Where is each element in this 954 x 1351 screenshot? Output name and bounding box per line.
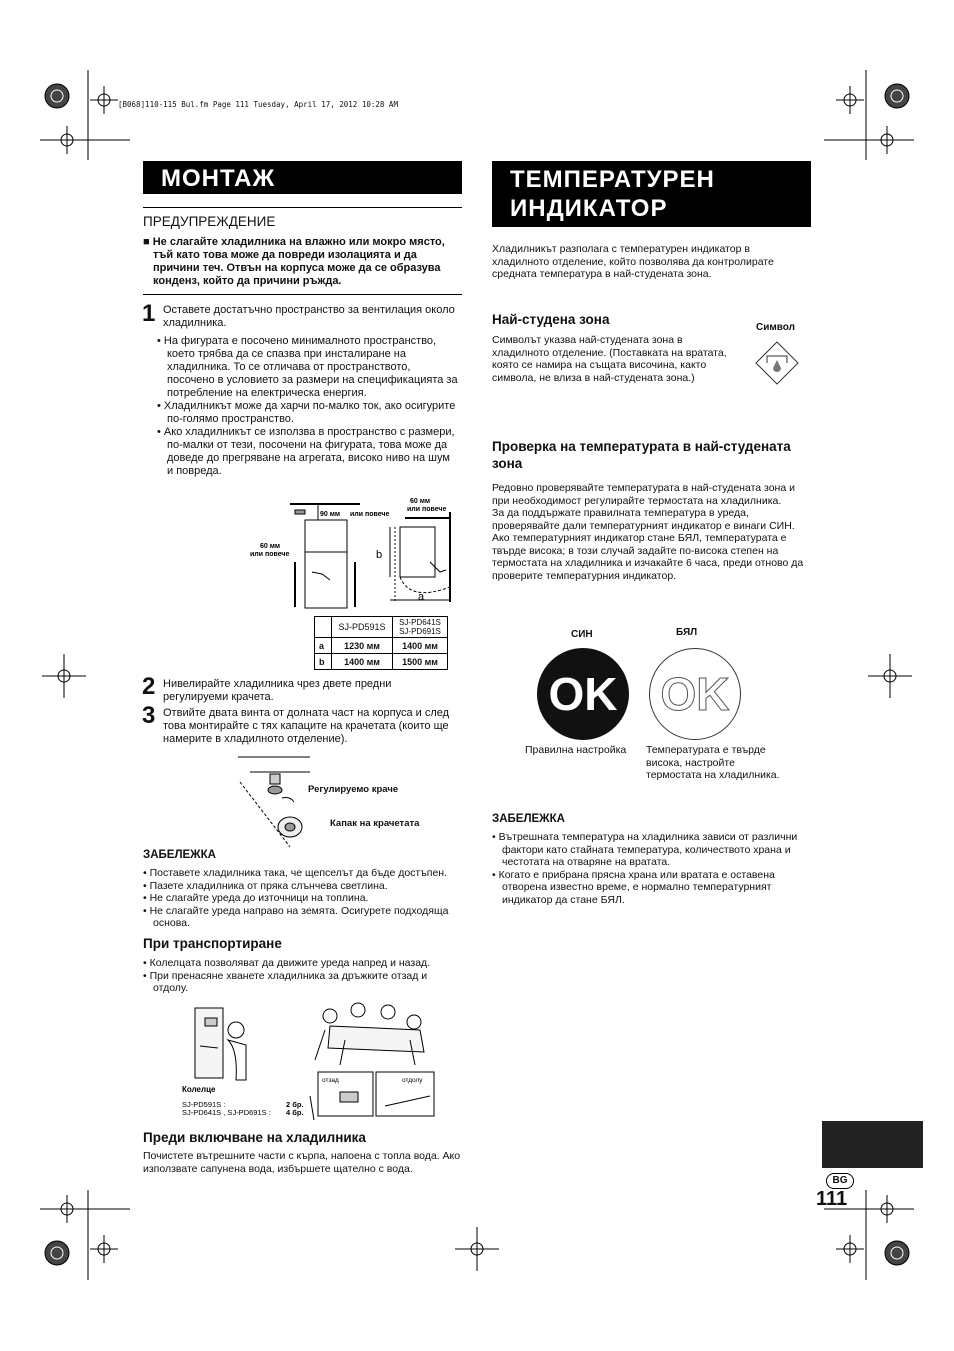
indicator-white-ok: OK — [649, 648, 741, 740]
check-title: Проверка на температурата в най-студената зона — [492, 439, 791, 471]
warning-title: ПРЕДУПРЕЖДЕНИЕ — [143, 214, 276, 229]
transport-list — [143, 957, 461, 995]
list-item: • Когато е прибрана прясна храна или вратата е оставена отворена известно време, е нормално температурният индикатор да стане БЯЛ. — [492, 868, 775, 906]
table-row: SJ-PD591S SJ-PD641S SJ-PD691S — [315, 617, 448, 638]
dimension-b: b — [376, 549, 383, 561]
dimension-a: a — [418, 591, 425, 603]
divider — [143, 294, 462, 295]
note-title: ЗАБЕЛЕЖКА — [143, 849, 216, 861]
table-row: a 1230 мм 1400 мм — [315, 638, 448, 654]
list-item: • При пренасяне хванете хладилника за дръжките отзад и отдолу. — [143, 969, 428, 994]
transport-title: При транспортиране — [143, 936, 282, 951]
coldest-zone-text: Символът указва най-студената зона в хладилното отделение. (Поставката на вратата, която се намира на същата височина, както символа, не влиза в най-студената зона.) — [492, 334, 727, 384]
clearance-diagram — [250, 492, 465, 612]
wheel-model-1: SJ-PD591S : — [182, 1100, 226, 1109]
dimension-table — [314, 616, 448, 670]
blue-caption: Правилна настройка — [525, 744, 627, 756]
side-clearance: 60 мм — [260, 543, 281, 550]
indicator-blue-ok: OK — [537, 648, 629, 740]
side-clearance-2: 60 мм — [410, 498, 431, 505]
language-badge: BG — [826, 1173, 854, 1189]
feet-diagram — [230, 752, 320, 857]
symbol-label: Символ — [756, 322, 795, 333]
check-text: Редовно проверявайте температурата в най-студената зона и при необходимост регулирайте термостата на хладилника. За да поддържате правилната температура в уреда, проверявайте дали температурният индикатор е винаги СИН. Ако температурният индикатор стане БЯЛ, температурата е твърде висока; в този случай задайте по-висока степен на термостата на хладилника и изчакайте 6 часа, преди отново да проверите температурния индикатор. — [492, 482, 804, 582]
list-item: • Вътрешната температура на хладилника зависи от различни фактори като стайната температура, количеството храна и честотата на отваряне на вратата. — [492, 831, 798, 868]
section-title-montage: МОНТАЖ — [143, 161, 462, 194]
page-number: 111 — [816, 1188, 848, 1210]
indicator-notes — [492, 831, 812, 906]
table-row: b 1400 мм 1500 мм — [315, 654, 448, 670]
list-item: • Поставете хладилника така, че щепселът да бъде достъпен. — [143, 867, 448, 879]
white-caption: Температурата е твърде висока, настройте термостата на хладилника. — [646, 744, 780, 781]
list-item: • Не слагайте уреда направо на земята. Осигурете подходяща основа. — [143, 904, 449, 929]
list-item: • На фигурата е посочено минималното пространство, което трябва да се спазва при инсталиране на хладилника. То се отличава от пространството, посочено в условието за размери на спецификацията за потребление на електрическа енергия. — [157, 335, 458, 399]
step-1-number: 1 — [142, 300, 156, 327]
wheel-count-2: 4 бр. — [286, 1108, 304, 1117]
side-clearance-suffix: или повече — [250, 551, 290, 558]
print-header: [B068]110-115 Bul.fm Page 111 Tuesday, April 17, 2012 10:28 AM — [118, 100, 398, 109]
step-1-text: Оставете достатъчно пространство за вентилация около хладилника. — [163, 304, 455, 329]
side-clearance-2-suffix: или повече — [407, 506, 447, 513]
coldest-zone-symbol-icon — [754, 340, 800, 386]
before-use-title: Преди включване на хладилника — [143, 1130, 366, 1145]
notes-list — [143, 867, 461, 930]
warning-text: ■ Не слагайте хладилника на влажно или мокро място, тъй като това може да повреди изолацията и да причини теч. Отвън на корпуса може да се образува конденз, който да причини ръжда. — [143, 236, 445, 287]
coldest-zone-title: Най-студена зона — [492, 312, 610, 327]
step-2-text: Нивелирайте хладилника чрез двете предни регулируеми крачета. — [163, 678, 392, 703]
indicator-intro: Хладилникът разполага с температурен индикатор в хладилното отделение, който позволява да контролирате средната температура в най-студената зона. — [492, 243, 774, 280]
step-1-bullets — [157, 335, 459, 478]
section-title-indicator: ТЕМПЕРАТУРЕН ИНДИКАТОР — [492, 161, 811, 227]
indicator-note-title: ЗАБЕЛЕЖКА — [492, 813, 565, 825]
top-clearance: 90 мм — [320, 511, 341, 518]
transport-diagram — [180, 1000, 435, 1120]
blue-label: СИН — [571, 629, 593, 640]
step-3-text: Отвийте двата винта от долната част на корпуса и след това монтирайте с тях капаците на крачетата (които ще намерите в хладилното отделение). — [163, 707, 450, 745]
foot-cover-label: Капак на крачетата — [330, 818, 420, 829]
list-item: • Ако хладилникът се използва в пространство с размери, по-малки от тези, посочени на фигурата, това може да доведе до прегряване на агрегата, високо ниво на шум и повреда. — [157, 426, 455, 477]
list-item: • Пазете хладилника от пряка слънчева светлина. — [143, 879, 388, 892]
list-item: • Колелцата позволяват да движите уреда напред и назад. — [143, 957, 431, 969]
back-label: отзад — [322, 1077, 339, 1084]
wheel-label: Колелце — [182, 1085, 216, 1094]
divider — [143, 207, 462, 208]
list-item: • Не слагайте уреда до източници на топлина. — [143, 892, 369, 904]
white-label: БЯЛ — [676, 627, 698, 638]
top-clearance-suffix: или повече — [350, 511, 390, 518]
wheel-model-2: SJ-PD641S , SJ-PD691S : — [182, 1108, 271, 1117]
adjustable-foot-label: Регулируемо краче — [308, 784, 399, 795]
below-label: отдолу — [402, 1077, 423, 1084]
before-use-text: Почистете вътрешните части с кърпа, напоена с топла вода. Ако използвате сапунена вода, избършете щателно с вода. — [143, 1150, 461, 1175]
side-tab — [822, 1121, 923, 1168]
step-3-number: 3 — [142, 702, 156, 729]
step-2-number: 2 — [142, 673, 156, 700]
list-item: • Хладилникът може да харчи по-малко ток, ако осигурите по-голямо пространство. — [157, 400, 456, 425]
wheel-count-1: 2 бр. — [286, 1100, 304, 1109]
